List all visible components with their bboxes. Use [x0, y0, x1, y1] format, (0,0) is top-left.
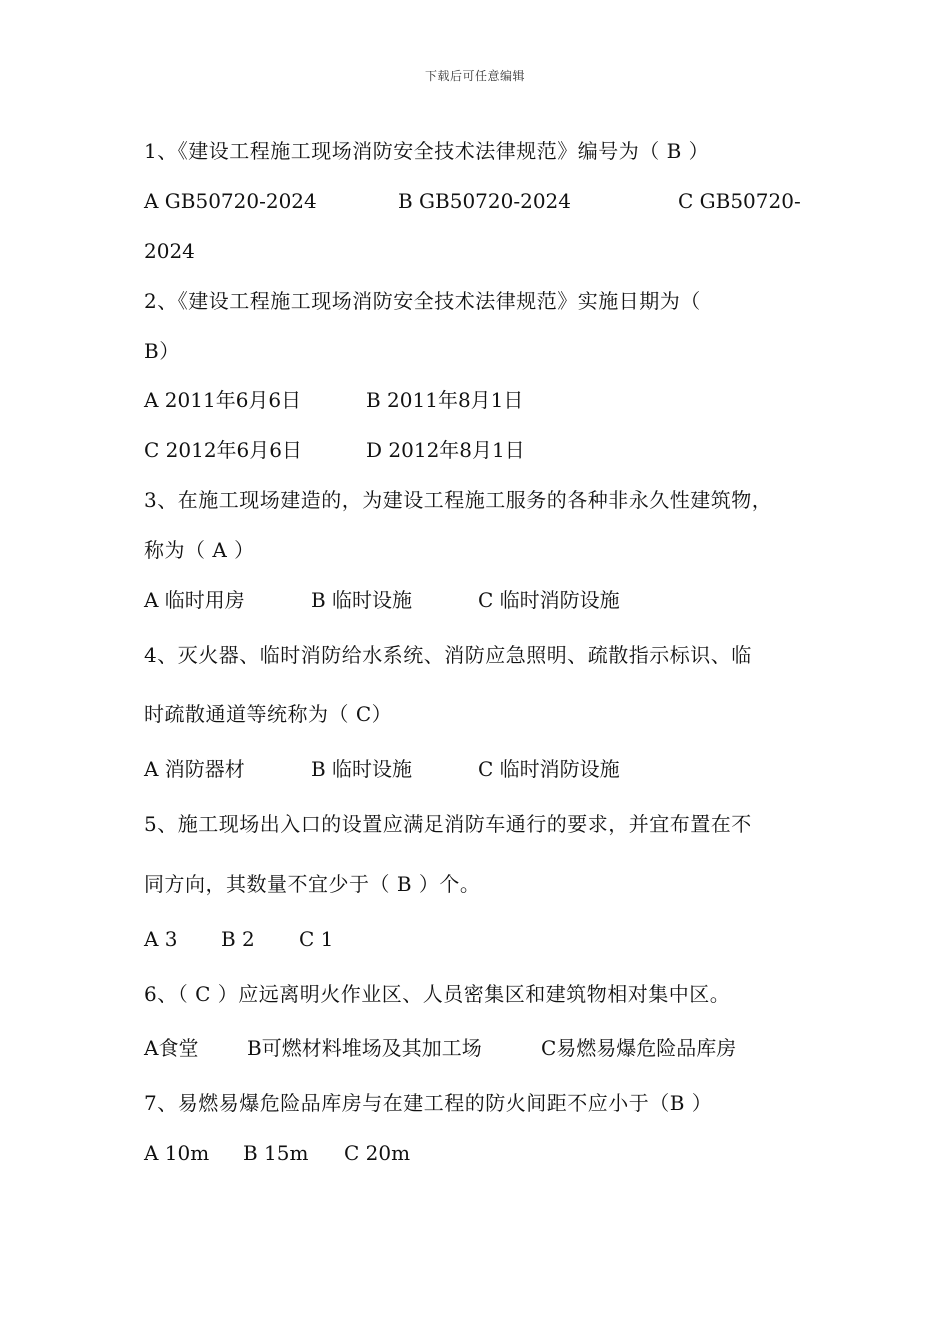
- question-1-option-c: C GB50720-: [678, 189, 801, 213]
- question-3-option-b: B 临时设施: [311, 588, 413, 612]
- question-3-text-continued: 称为（ A ）: [144, 538, 255, 562]
- header-note: 下载后可任意编辑: [424, 69, 525, 83]
- question-5-option-a: A 3: [144, 927, 178, 951]
- question-4-option-b: B 临时设施: [311, 757, 413, 781]
- question-2-text-continued: B）: [144, 339, 180, 363]
- question-4-text: 4、灭火器、临时消防给水系统、消防应急照明、疏散指示标识、临: [144, 643, 752, 667]
- question-4-option-c: C 临时消防设施: [478, 757, 620, 781]
- question-1-option-a: A GB50720-2024: [144, 189, 317, 213]
- question-3-text: 3、在施工现场建造的，为建设工程施工服务的各种非永久性建筑物，: [144, 488, 773, 512]
- question-2-option-c: C 2012年6月6日: [144, 438, 303, 462]
- question-7-option-a: A 10m: [144, 1141, 210, 1165]
- question-5-text-continued: 同方向，其数量不宜少于（ B ）个。: [144, 872, 481, 896]
- question-2-text: 2、《建设工程施工现场消防安全技术法律规范》实施日期为（: [144, 289, 701, 313]
- question-1-option-b: B GB50720-2024: [398, 189, 572, 213]
- question-5-text: 5、施工现场出入口的设置应满足消防车通行的要求，并宜布置在不: [144, 812, 752, 836]
- question-1-text: 1、《建设工程施工现场消防安全技术法律规范》编号为（ B ）: [144, 139, 710, 163]
- question-2-option-a: A 2011年6月6日: [144, 388, 302, 412]
- question-6-option-a: A食堂: [144, 1036, 199, 1060]
- question-7-option-b: B 15m: [243, 1141, 309, 1165]
- question-6-option-b: B可燃材料堆场及其加工场: [247, 1036, 482, 1060]
- question-3-option-a: A 临时用房: [144, 588, 245, 612]
- question-3-option-c: C 临时消防设施: [478, 588, 620, 612]
- question-4-option-a: A 消防器材: [144, 757, 245, 781]
- question-5-option-b: B 2: [221, 927, 255, 951]
- question-2-option-d: D 2012年8月1日: [366, 438, 525, 462]
- question-7-option-c: C 20m: [344, 1141, 411, 1165]
- question-6-option-c: C易燃易爆危险品库房: [541, 1036, 737, 1060]
- question-4-text-continued: 时疏散通道等统称为（ C）: [144, 702, 393, 726]
- question-5-option-c: C 1: [299, 927, 334, 951]
- question-1-option-c-continued: 2024: [144, 239, 195, 263]
- question-6-text: 6、（ C ）应远离明火作业区、人员密集区和建筑物相对集中区。: [144, 982, 731, 1006]
- question-7-text: 7、易燃易爆危险品库房与在建工程的防火间距不应小于（B ）: [144, 1091, 713, 1115]
- question-2-option-b: B 2011年8月1日: [366, 388, 524, 412]
